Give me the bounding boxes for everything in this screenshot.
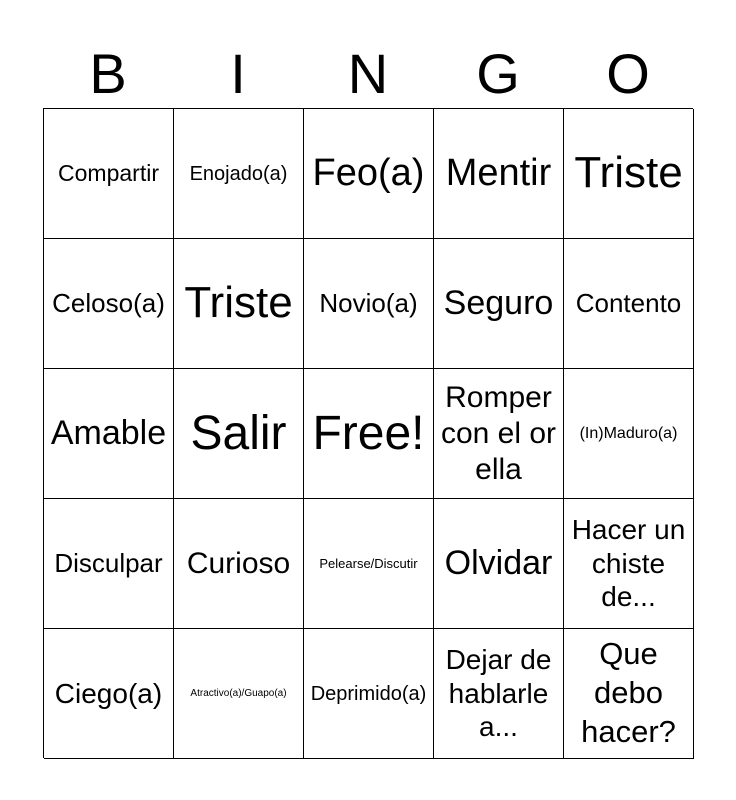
- bingo-cell[interactable]: Dejar de hablarle a...: [434, 629, 564, 759]
- bingo-cell[interactable]: Hacer un chiste de...: [564, 499, 694, 629]
- bingo-cell[interactable]: Triste: [174, 239, 304, 369]
- bingo-cell-free-space[interactable]: Free!: [304, 369, 434, 499]
- bingo-cell[interactable]: Enojado(a): [174, 109, 304, 239]
- bingo-cell[interactable]: Deprimido(a): [304, 629, 434, 759]
- bingo-cell[interactable]: Atractivo(a)/Guapo(a): [174, 629, 304, 759]
- bingo-cell[interactable]: Amable: [44, 369, 174, 499]
- bingo-cell[interactable]: Curioso: [174, 499, 304, 629]
- bingo-cell[interactable]: Romper con el or ella: [434, 369, 564, 499]
- bingo-cell[interactable]: Mentir: [434, 109, 564, 239]
- bingo-cell[interactable]: Celoso(a): [44, 239, 174, 369]
- header-letter-b: B: [89, 42, 127, 105]
- bingo-cell[interactable]: Olvidar: [434, 499, 564, 629]
- bingo-cell[interactable]: Novio(a): [304, 239, 434, 369]
- bingo-cell[interactable]: Contento: [564, 239, 694, 369]
- bingo-cell[interactable]: Feo(a): [304, 109, 434, 239]
- bingo-header: [43, 40, 693, 108]
- header-letter-i: I: [230, 42, 246, 105]
- bingo-cell[interactable]: Pelearse/Discutir: [304, 499, 434, 629]
- bingo-board: [43, 108, 693, 758]
- header-letter-n: N: [347, 42, 389, 105]
- bingo-cell[interactable]: Triste: [564, 109, 694, 239]
- bingo-cell[interactable]: Seguro: [434, 239, 564, 369]
- header-letter-g: G: [476, 42, 520, 105]
- bingo-cell[interactable]: Compartir: [44, 109, 174, 239]
- bingo-cell[interactable]: (In)Maduro(a): [564, 369, 694, 499]
- header-letter-o: O: [606, 42, 650, 105]
- bingo-cell[interactable]: Ciego(a): [44, 629, 174, 759]
- bingo-cell[interactable]: Que debo hacer?: [564, 629, 694, 759]
- bingo-cell[interactable]: Disculpar: [44, 499, 174, 629]
- bingo-cell[interactable]: Salir: [174, 369, 304, 499]
